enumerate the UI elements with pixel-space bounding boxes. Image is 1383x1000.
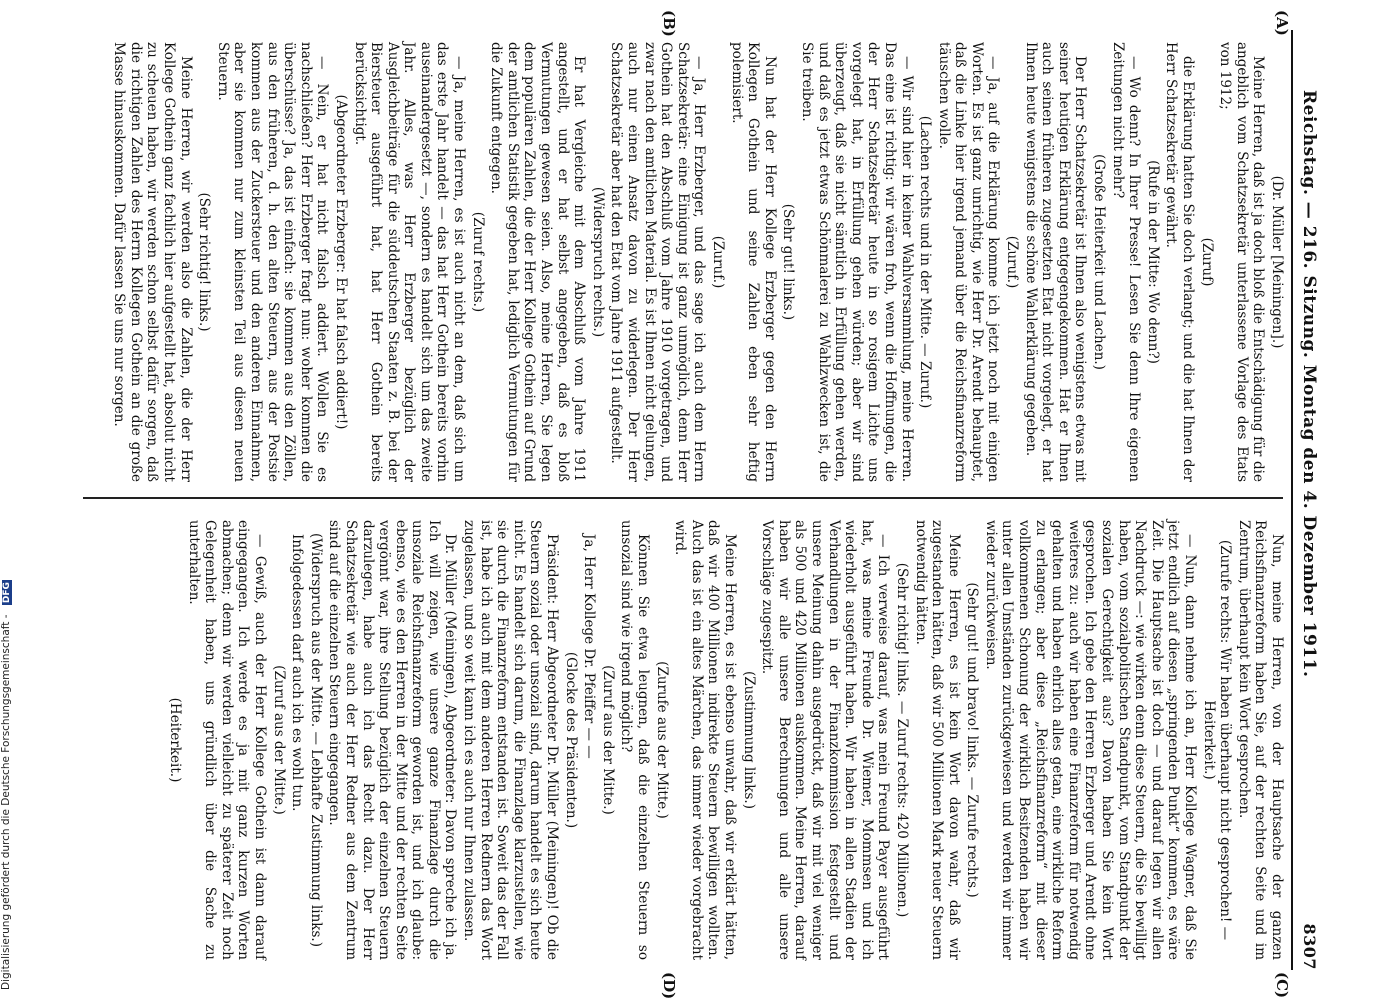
- paragraph: (Sehr richtig! links.): [196, 192, 213, 332]
- paragraph: — Nun, dann nehme ich an, Herr Kollege Wagner, daß Sie jetzt endlich auf diesen „springenden Punkt“ kommen, es wäre Zeit. Die Hauptsache ist doch — und darauf legen wir allen Nachdruck —: wie wirken denn diese Steuern, die Sie bewilligt haben, vom sozialpolitischen Standpunkt, vom Standpunkt der sozialen Gerechtigkeit aus? Davon haben Sie kein Wort gesprochen. Ich gebe den Herren Erzberger und Arendt ohne weiteres zu: auch wir haben eine Finanzreform für notwendig gehalten und haben ehrlich alles getan, eine wirkliche Reform zu erlangen; aber diese „Reichsfinanzreform“ mit dieser vollkommenen Schonung der wirklich Besitzenden haben wir unter allen Umständen zurückgewiesen und werden wir immer wieder zurückweisen.: [982, 520, 1199, 960]
- paragraph: — Ich verweise darauf, was mein Freund Payer ausgeführt hat, was meine Freunde Dr. Wiemer, Mommsen und ich wiederholt ausgeführt haben. Wir haben in allen Stadien der Verhandlungen in der Finanzkommission festgestellt und unsere Meinung dahin ausgedrückt, daß wir mit viel weniger als 500 und 420 Millionen auskommen. Meine Herren, darauf haben wir alle unsere Berechnungen und alle unsere Vorschläge zugespitzt.: [759, 520, 892, 960]
- paragraph: — Wir sind hier in keiner Wahlversammlung, meine Herren. Das eine ist richtig: wir wären froh, wenn die Hoffnungen, die der Herr Schatzsekretär heute in so rosigem Lichte uns vorgelegt hat, in Erfüllung gehen würden; aber wir sind überzeugt, daß sie nicht sämtlich in Erfüllung gehen werden, und daß es jetzt etwas Schönmalerei zu Wahlzwecken ist, die Sie treiben.: [798, 42, 915, 482]
- digitization-credit: [0, 0, 14, 990]
- dfg-logo: DFG: [2, 582, 12, 604]
- margin-letter-b: (B): [660, 10, 678, 37]
- paragraph: (Zuruf): [1198, 237, 1215, 287]
- paragraph: (Zuruf aus der Mitte.): [599, 665, 616, 815]
- paragraph: (Zuruf rechts.): [469, 211, 486, 313]
- paragraph: (Sehr richtig! links. — Zuruf rechts: 420 Millionen.): [893, 562, 910, 918]
- header-title: Reichstag. — 216. Sitzung. Montag den 4. Dezember 1911.: [1299, 90, 1319, 678]
- column-divider: [83, 497, 1283, 499]
- margin-letter-a: (A): [1273, 10, 1291, 36]
- paragraph: — Nein, er hat nicht falsch addiert. Wollen Sie es nachschließen? Herr Erzberger fragt nun: woher kommen die überschüsse? Ja, das ist einfach: sie kommen aus den Zöllen, aus den früheren, d. h. den alten Steuern, aus der Postsie kommen aus der Zuckersteuer und den anderen Einnahmen, aber sie kommen nur zum kleinsten Teil aus diesen neuen Steuern.: [214, 42, 331, 482]
- paragraph: (Glocke des Präsidenten.): [562, 651, 579, 829]
- paragraph: (Große Heiterkeit und Lachen.): [1091, 154, 1108, 370]
- paragraph: — Ja, auf die Erklärung komme ich jetzt noch mit einigen Worten. Es ist ganz unrichtig, wie Herr Dr. Arendt behauptet, daß die Linke hier irgend jemand über die Reichsfinanzreform täuschen wolle.: [935, 42, 1002, 482]
- paragraph: Meine Herren, daß ist ja doch bloß die Entschädigung für die angeblich vom Schatzsekretär unterlassene Vorlage des Etats von 1912;: [1217, 42, 1267, 482]
- paragraph: (Heiterkeit.): [167, 697, 183, 783]
- paragraph: Meine Herren, es ist kein Wort davon wahr, daß wir zugestanden hätten, daß wir 500 Millionen Mark neuer Steuern notwendig hätten.: [912, 520, 962, 960]
- paragraph: — Ja, meine Herren, es ist auch nicht an dem, daß sich um das erste Jahr handelt — das hat Herr Gothein bereits vorhin auseinandergesetzt —, sondern es handelt sich um das zweite Jahr. Alles, was Herr Erzberger bezüglich der Ausgleichbeiträge für die süddeutschen Staaten z. B. bei der Biersteuer ausgeführt hat, hat Herr Gothein bereits berücksichtigt.: [351, 42, 468, 482]
- scanned-page: [33, 0, 1333, 1000]
- paragraph: (Zurufe aus der Mitte.): [653, 661, 670, 819]
- paragraph: (Abgeordneter Erzberger: Er hat falsch addiert!): [332, 94, 349, 430]
- paragraph: — Wo denn? In Ihrer Presse! Lesen Sie denn Ihre eigenen Zeitungen nicht mehr?: [1109, 42, 1143, 482]
- paragraph: Der Herr Schatzsekretär ist Ihnen also wenigstens etwas mit seiner heutigen Erklärung entgegengekommen. Hat er Ihnen auch seinen früheren zugesetzten Etat nicht vorgelegt, er hat Ihnen heute wenigstens die schöne Wahlerklärung gegeben.: [1022, 42, 1089, 482]
- paragraph: (Widerspruch aus der Mitte. — Lebhafte Zustimmung links.): [307, 533, 324, 947]
- paragraph: Nun, meine Herren, von der Hauptsache der ganzen Reichsfinanzreform haben Sie, auf der rechten Seite und im Zentrum, überhaupt kein Wort gesprochen.: [1235, 520, 1285, 960]
- paragraph: (Rufe in der Mitte: Wo denn?): [1144, 160, 1161, 364]
- paragraph: (Lachen rechts und in der Mitte. — Zuruf.): [917, 115, 934, 409]
- paragraph: Können Sie etwa leugnen, daß die einzelnen Steuern so unsozial sind wie irgend möglich?: [618, 520, 652, 960]
- paragraph: Ja, Herr Kollege Dr. Pfeiffer — —: [581, 534, 598, 759]
- paragraph: (Zuruf aus der Mitte.): [270, 665, 287, 815]
- paragraph: (Zuruf.): [1004, 235, 1021, 289]
- paragraph: (Zurufe rechts: Wir haben überhaupt nicht gesprochen! — Heiterkeit.): [1200, 539, 1234, 941]
- paragraph: (Widerspruch rechts.): [589, 186, 606, 338]
- paragraph: — Gewiß, auch der Herr Kollege Gothein ist dann darauf eingegangen. Ich werde es ja mit ganz kurzen Worten abmachen; denn wir werden vielleicht zu späterer Zeit noch Gelegenheit haben, uns gründlich über die Sache zu unterhalten.: [185, 520, 268, 960]
- right-column: [164, 520, 1285, 960]
- paragraph: Meine Herren, es ist ebenso unwahr, daß wir erklärt hätten, daß wir 400 Millionen indirekte Steuern bewilligen wollten. Auch das ist ein altes Märchen, das immer wieder vorgebracht wird.: [672, 520, 738, 960]
- paragraph: Infolgedessen darf auch ich es wohl tun.: [289, 534, 306, 812]
- paragraph: (Dr. Müller [Meiningen].): [1269, 175, 1285, 349]
- paragraph: (Zuruf.): [710, 235, 726, 289]
- margin-letter-d: (D): [660, 972, 678, 1000]
- paragraph: Dr. Müller (Meiningen), Abgeordneter: Davon spreche ich ja. Ich will zeigen, wie unsere ganze Finanzlage durch die unsoziale Reichsfinanzreform geworden ist, und ich glaube: ebenso, wie es den Herren in der Mitte und der rechten Seite vergönnt war, ihre Stellung bezüglich der einzelnen Steuern darzulegen, habe auch ich das Recht dazu. Der Herr Schatzsekretär wie auch der Herr Redner aus dem Zentrum sind auf die einzelnen Steuern eingegangen.: [326, 520, 459, 960]
- page-header: [1291, 30, 1323, 970]
- paragraph: (Sehr gut! und bravo! links. — Zurufe rechts.): [964, 582, 981, 898]
- paragraph: Er hat Vergleiche mit dem Abschluß vom Jahre 1911 angestellt, und er hat selbst angegeben, daß es bloß Vermutungen gewesen seien. Also, meine Herren, Sie legen dem populären Zahlen, die der Herr Kollege Gothein auf Grund der amtlichen Statistik gegeben hat, lediglich Vermutungen für die Zukunft entgegen.: [488, 42, 588, 482]
- paragraph: (Zustimmung links.): [740, 671, 757, 809]
- paragraph: (Sehr gut! links.): [780, 203, 797, 321]
- credit-text: Digitalisierung gefördert durch die Deutsche Forschungsgemeinschaft -: [0, 614, 12, 990]
- paragraph: Meine Herren, wir werden also die Zahlen, die der Herr Kollege Gothein ganz fachlich hier aufgestellt hat, absolut nicht zu scheuen haben, wir werden schon selbst dafür sorgen, daß die richtigen Zahlen des Herrn Kollegen Gothein an die große Masse hinauskommen. Dafür lassen Sie uns nur sorgen.: [111, 42, 194, 482]
- paragraph: — Ja, Herr Erzberger, und das sage ich auch dem Herrn Schatzsekretär: eine Einigung ist ganz unmöglich, denn Herr Gothein hat den Abschluß vom Jahre 1910 vorgetragen, und zwar nach den amtlichen Material. Es ist Ihnen nicht gelungen, auch nur einen Ansatz davon zu widerlegen. Der Herr Schatzsekretär aber hat den Etat vom Jahre 1911 aufgestellt.: [608, 42, 708, 482]
- left-column: [109, 42, 1285, 482]
- page-number: 8307: [1300, 923, 1319, 970]
- paragraph: Präsident: Herr Abgeordneter Dr. Müller (Meiningen)! Ob die Steuern sozial oder unsozial sind, darum handelt es sich heute nicht. Es handelt sich darum, die Finanzlage klarzustellen, wie sie durch die Finanzreform entstanden ist. Soweit das der Fall ist, habe ich auch mit dem anderen Herren Rednern das Wort zugelassen, und so weit kann ich es auch nur Ihnen zulassen.: [461, 520, 561, 960]
- paragraph: Nun hat der Herr Kollege Erzberger gegen den Herrn Kollegen Gothein und seine Zahlen eben sehr heftig polemisiert.: [728, 42, 778, 482]
- margin-letter-c: (C): [1273, 972, 1291, 999]
- paragraph: die Erklärung hatten Sie doch verlangt; und die hat Ihnen der Herr Schatzsekretär gewährt.: [1163, 42, 1197, 482]
